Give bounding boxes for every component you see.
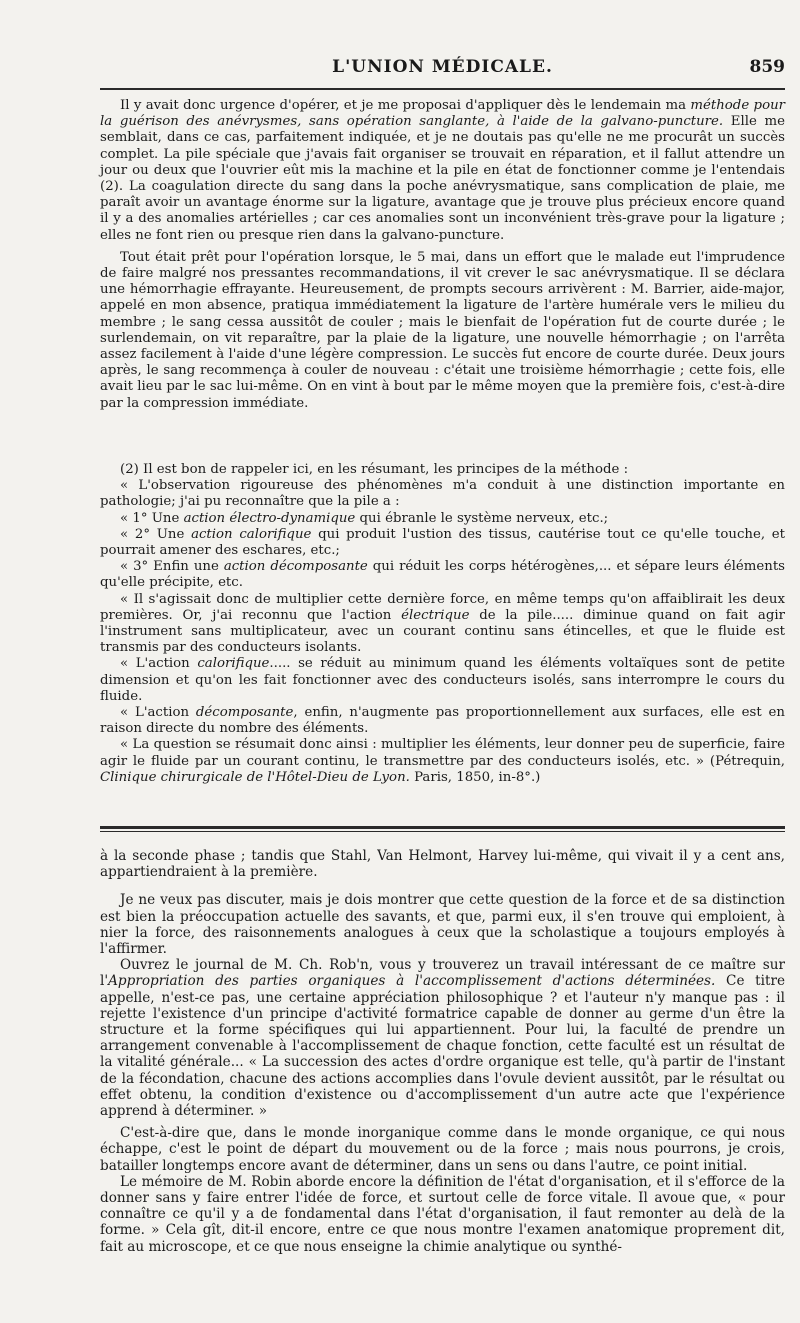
footnote-paragraph: « L'action décomposante, enfin, n'augmente pas proportionnellement aux surfaces, elle est en raison directe du nombre des éléments.: [100, 705, 785, 737]
paragraph: Le mémoire de M. Robin aborde encore la définition de l'état d'organisation, et il s'efforce de la donner sans y faire entrer l'idée de force, et surtout celle de force vitale. Il avoue que, « pour connaître ce qu'il y a de fondamental dans l'état d'organisation, il faut remonter au delà de la forme. » Cela gît, dit-il encore, entre ce que nous montre l'examen anatomique proprement dit, fait au microscope, et ce que nous enseigne la chimie analytique ou synthé-: [100, 1173, 785, 1255]
footnote: [100, 462, 785, 786]
paragraph: à la seconde phase ; tandis que Stahl, Van Helmont, Harvey lui-même, qui vivait il y a cent ans, appartiendraient à la première.: [100, 848, 785, 881]
header-rule: [100, 88, 785, 90]
running-head: L'UNION MÉDICALE.: [332, 57, 553, 77]
footnote-paragraph: « 2° Une action calorifique qui produit l'ustion des tissus, cautérise tout ce qu'elle touche, et pourrait amener des eschares, etc.;: [100, 526, 785, 559]
paragraph: C'est-à-dire que, dans le monde inorganique comme dans le monde organique, ce qui nous échappe, c'est le point de départ du mouvement ou de la force ; mais nous pourrons, je crois, batailler longtemps encore avant de déterminer, dans un sens ou dans l'autre, ce point initial.: [100, 1125, 785, 1174]
page-number: 859: [749, 57, 785, 77]
paragraph: Il y avait donc urgence d'opérer, et je me proposai d'appliquer dès le lendemain ma méthode pour la guérison des anévrysmes, sans opération sanglante, à l'aide de la galvano-puncture. Elle me semblait, dans ce cas, parfaitement indiquée, et je ne doutais pas qu'elle ne me procurât un succès complet. La pile spéciale que j'avais fait organiser se trouvait en réparation, et il fallut attendre un jour ou deux que l'ouvrier eût mis la machine et la pile en état de fonctionner comme je l'entendais (2). La coagulation directe du sang dans la poche anévrysmatique, sans complication de plaie, me paraît avoir un avantage énorme sur la ligature, avantage que je trouve plus précieux encore quand il y a des anomalies artérielles ; car ces anomalies sont un inconvénient très-grave pour la ligature ; elles ne font rien ou presque rien dans la galvano-puncture.: [100, 98, 785, 243]
top-text: [100, 98, 785, 412]
footnote-paragraph: « La question se résumait donc ainsi : multiplier les éléments, leur donner peu de superficie, faire agir le fluide par un courant continu, le transmettre par des conducteurs isolés, etc. » (Pétrequin, Clinique chirurgicale de l'Hôtel-Dieu de Lyon. Paris, 1850, in-8°.): [100, 737, 785, 785]
section-rule-thick: [100, 826, 785, 829]
main-text: [100, 848, 785, 1255]
footnote-paragraph: « 1° Une action électro-dynamique qui ébranle le système nerveux, etc.;: [120, 510, 609, 526]
footnote-paragraph: (2) Il est bon de rappeler ici, en les résumant, les principes de la méthode :: [120, 462, 629, 477]
paragraph: Tout était prêt pour l'opération lorsque, le 5 mai, dans un effort que le malade eut l'imprudence de faire malgré nos pressantes recommandations, il vit crever le sac anévrysmatique. Il se déclara une hémorrhagie effrayante. Heureusement, de prompts secours arrivèrent : M. Barrier, aide-major, appelé en mon absence, pratiqua immédiatement la ligature de l'artère humérale vers le milieu du membre ; le sang cessa aussitôt de couler ; mais le bienfait de l'opération fut de courte durée ; le surlendemain, on vit reparaître, par la plaie de la ligature, une nouvelle hémorrhagie ; on l'arrêta assez facilement à l'aide d'une légère compression. Le succès fut encore de courte durée. Deux jours après, le sang recommença à couler de nouveau : c'était une troisième hémorrhagie ; cette fois, elle avait lieu par le sac lui-même. On en vint à bout par le même moyen que la première fois, c'est-à-dire par la compression immédiate.: [100, 249, 785, 411]
footnote-paragraph: « L'action calorifique..... se réduit au minimum quand les éléments voltaïques sont de petite dimension et qu'on les fait fonctionner avec des conducteurs isolés, sans interrompre le cours du fluide.: [100, 656, 785, 704]
footnote-paragraph: « L'observation rigoureuse des phénomènes m'a conduit à une distinction importante en pathologie; j'ai pu reconnaître que la pile a :: [100, 478, 785, 510]
paragraph: Ouvrez le journal de M. Ch. Rob'n, vous y trouverez un travail intéressant de ce maître sur l'Appropriation des parties organiques à l'accomplissement d'actions déterminées. Ce titre appelle, n'est-ce pas, une certaine appréciation philosophique ? et l'auteur n'y manque pas : il rejette l'existence d'un principe d'activité formatrice capable de donner au germe d'un être la structure et la forme spécifiques qui lui appartiennent. Pour lui, la faculté de prendre un arrangement convenable à l'accomplissement de chaque fonction, cette faculté est un résultat de la vitalité générale... « La succession des actes d'ordre organique est telle, qu'à partir de l'instant de la fécondation, chacune des actions accomplies dans l'ovule devient aussitôt, par le résultat ou effet obtenu, la condition d'existence ou d'accomplissement d'un autre acte que l'expérience apprend à déterminer. »: [100, 957, 785, 1120]
section-rule-thin: [100, 831, 785, 832]
paragraph: Je ne veux pas discuter, mais je dois montrer que cette question de la force et de sa distinction est bien la préoccupation actuelle des savants, et que, parmi eux, il s'en trouve qui emploient, à nier la force, des raisonnements analogues à ceux que la scholastique a toujours employés à l'affirmer.: [100, 892, 785, 958]
page-header: [100, 55, 785, 85]
footnote-paragraph: « 3° Enfin une action décomposante qui réduit les corps hétérogènes,... et sépare leurs éléments qu'elle précipite, etc.: [100, 559, 785, 591]
footnote-paragraph: « Il s'agissait donc de multiplier cette dernière force, en même temps qu'on affaiblirait les deux premières. Or, j'ai reconnu que l'action électrique de la pile..... diminue quand on fait agir l'instrument sans multiplicateur, avec un courant continu sans étincelles, et que le fluide est transmis par des conducteurs isolants.: [100, 591, 785, 656]
